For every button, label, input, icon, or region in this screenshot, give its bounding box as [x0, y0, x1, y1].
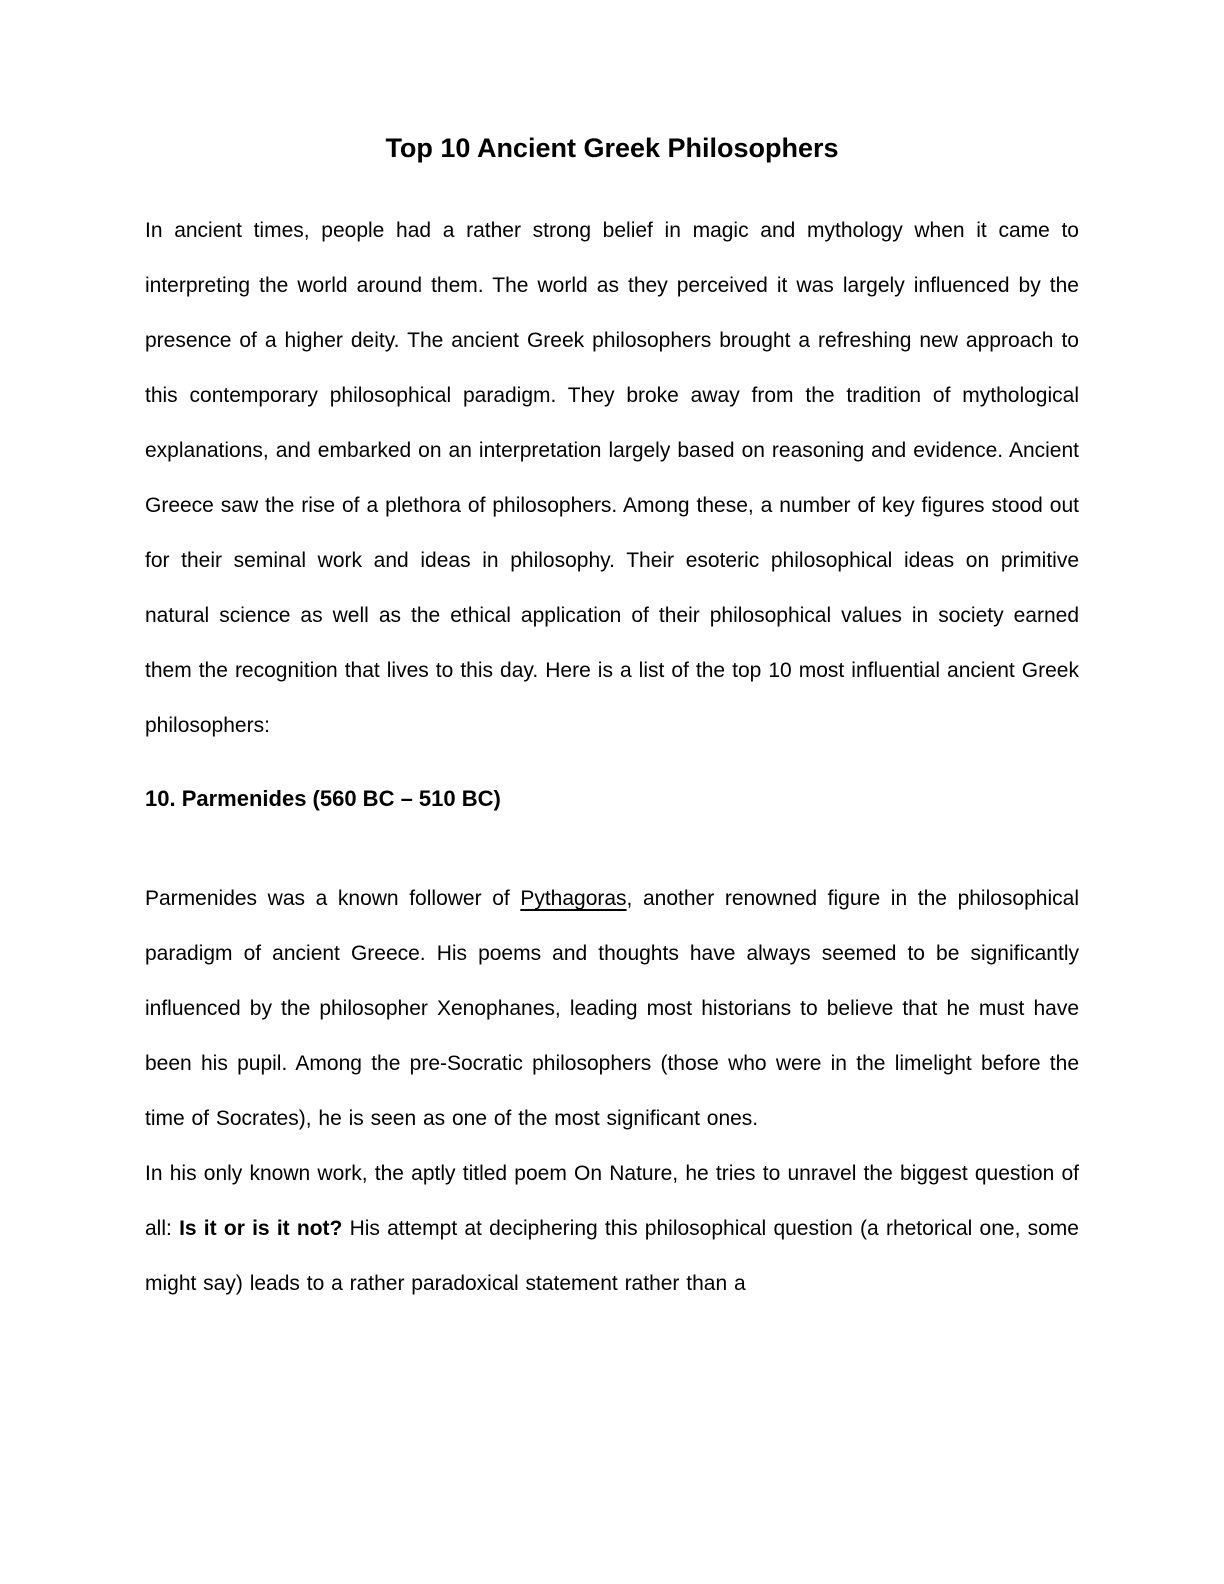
pythagoras-link[interactable]: Pythagoras: [520, 887, 627, 910]
text-run: Parmenides was a known follower of: [145, 887, 521, 910]
intro-paragraph: In ancient times, people had a rather strong belief in magic and mythology when it came to interpreting the world around them. The world as they perceived it was largely influenced by the presence of a higher deity. The ancient Greek philosophers brought a refreshing new approach to this contemporary philosophical paradigm. They broke away from the tradition of mythological explanations, and embarked on an interpretation largely based on reasoning and evidence. Ancient Greece saw the rise of a plethora of philosophers. Among these, a number of key figures stood out for their seminal work and ideas in philosophy. Their esoteric philosophical ideas on primitive natural science as well as the ethical application of their philosophical values in society earned them the recognition that lives to this day. Here is a list of the top 10 most influential ancient Greek philosophers:: [145, 219, 1079, 737]
on-nature-paragraph: [145, 1146, 1079, 1311]
text-run: His attempt at deciphering this philosophical question (a rhetorical one, some might say) leads to a rather paradoxical statement rather than a: [145, 1217, 1079, 1295]
parmenides-paragraph: [145, 871, 1079, 1146]
section-heading-parmenides: 10. Parmenides (560 BC – 510 BC): [145, 786, 501, 811]
emphasis-question: Is it or is it not?: [179, 1217, 343, 1240]
document-title: Top 10 Ancient Greek Philosophers: [385, 133, 839, 163]
text-run: In his only known work, the aptly titled poem On Nature, he tries to unravel the biggest question of all:: [145, 1162, 1079, 1240]
text-run: , another renowned figure in the philosophical paradigm of ancient Greece. His poems and thoughts have always seemed to be significantly influenced by the philosopher Xenophanes, leading most historians to believe that he must have been his pupil. Among the pre-Socratic philosophers (those who were in the limelight before the time of Socrates), he is seen as one of the most significant ones.: [145, 887, 1079, 1130]
